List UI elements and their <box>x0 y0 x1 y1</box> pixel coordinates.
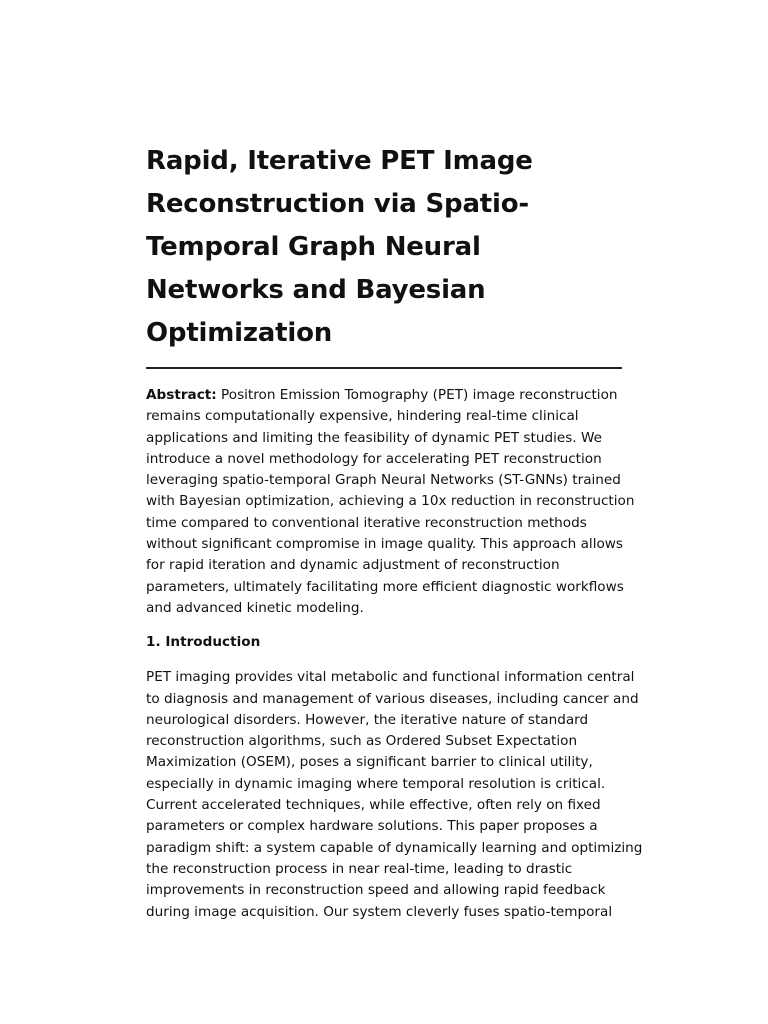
abstract-line: parameters, ultimately facilitating more efficient diagnostic workflows <box>146 578 624 595</box>
title-line: Networks and Bayesian <box>146 275 486 305</box>
introduction-line: especially in dynamic imaging where temporal resolution is critical. <box>146 775 606 792</box>
abstract-line: remains computationally expensive, hindering real-time clinical <box>146 408 579 425</box>
title-line: Reconstruction via Spatio- <box>146 189 529 219</box>
introduction-line: parameters or complex hardware solutions. This paper proposes a <box>146 818 598 835</box>
introduction-line: to diagnosis and management of various diseases, including cancer and <box>146 690 639 707</box>
abstract-text: Positron Emission Tomography (PET) image reconstruction <box>216 387 618 403</box>
paper-page <box>146 140 643 923</box>
introduction-line: PET imaging provides vital metabolic and functional information central <box>146 669 635 686</box>
introduction-heading: 1. Introduction <box>146 634 261 651</box>
abstract-line: with Bayesian optimization, achieving a 10x reduction in reconstruction <box>146 493 635 510</box>
abstract-block <box>146 385 635 619</box>
introduction-line: the reconstruction process in near real-time, leading to drastic <box>146 860 573 877</box>
introduction-line: reconstruction algorithms, such as Ordered Subset Expectation <box>146 733 578 750</box>
introduction-body <box>146 667 643 923</box>
abstract-line: and advanced kinetic modeling. <box>146 599 364 616</box>
title-line: Temporal Graph Neural <box>146 232 481 262</box>
abstract-label: Abstract: <box>146 387 217 403</box>
abstract-line: without significant compromise in image quality. This approach allows <box>146 536 624 553</box>
abstract-first-line <box>146 385 624 406</box>
introduction-line: improvements in reconstruction speed and allowing rapid feedback <box>146 882 606 899</box>
introduction-line: during image acquisition. Our system cleverly fuses spatio-temporal <box>146 903 613 920</box>
abstract-line: applications and limiting the feasibility of dynamic PET studies. We <box>146 429 602 446</box>
title-line: Rapid, Iterative PET Image <box>146 146 533 176</box>
abstract-line: leveraging spatio-temporal Graph Neural Networks (ST-GNNs) trained <box>146 472 621 489</box>
introduction-line: neurological disorders. However, the iterative nature of standard <box>146 711 589 728</box>
abstract-line: for rapid iteration and dynamic adjustment of reconstruction <box>146 557 560 574</box>
abstract-line: introduce a novel methodology for accelerating PET reconstruction <box>146 450 602 467</box>
title-divider <box>146 367 622 369</box>
introduction-line: Current accelerated techniques, while effective, often rely on fixed <box>146 797 601 814</box>
introduction-line: paradigm shift: a system capable of dynamically learning and optimizing <box>146 839 643 856</box>
introduction-line: Maximization (OSEM), poses a significant barrier to clinical utility, <box>146 754 593 771</box>
paper-title <box>146 140 624 355</box>
title-line: Optimization <box>146 318 333 348</box>
abstract-line: time compared to conventional iterative reconstruction methods <box>146 514 587 531</box>
